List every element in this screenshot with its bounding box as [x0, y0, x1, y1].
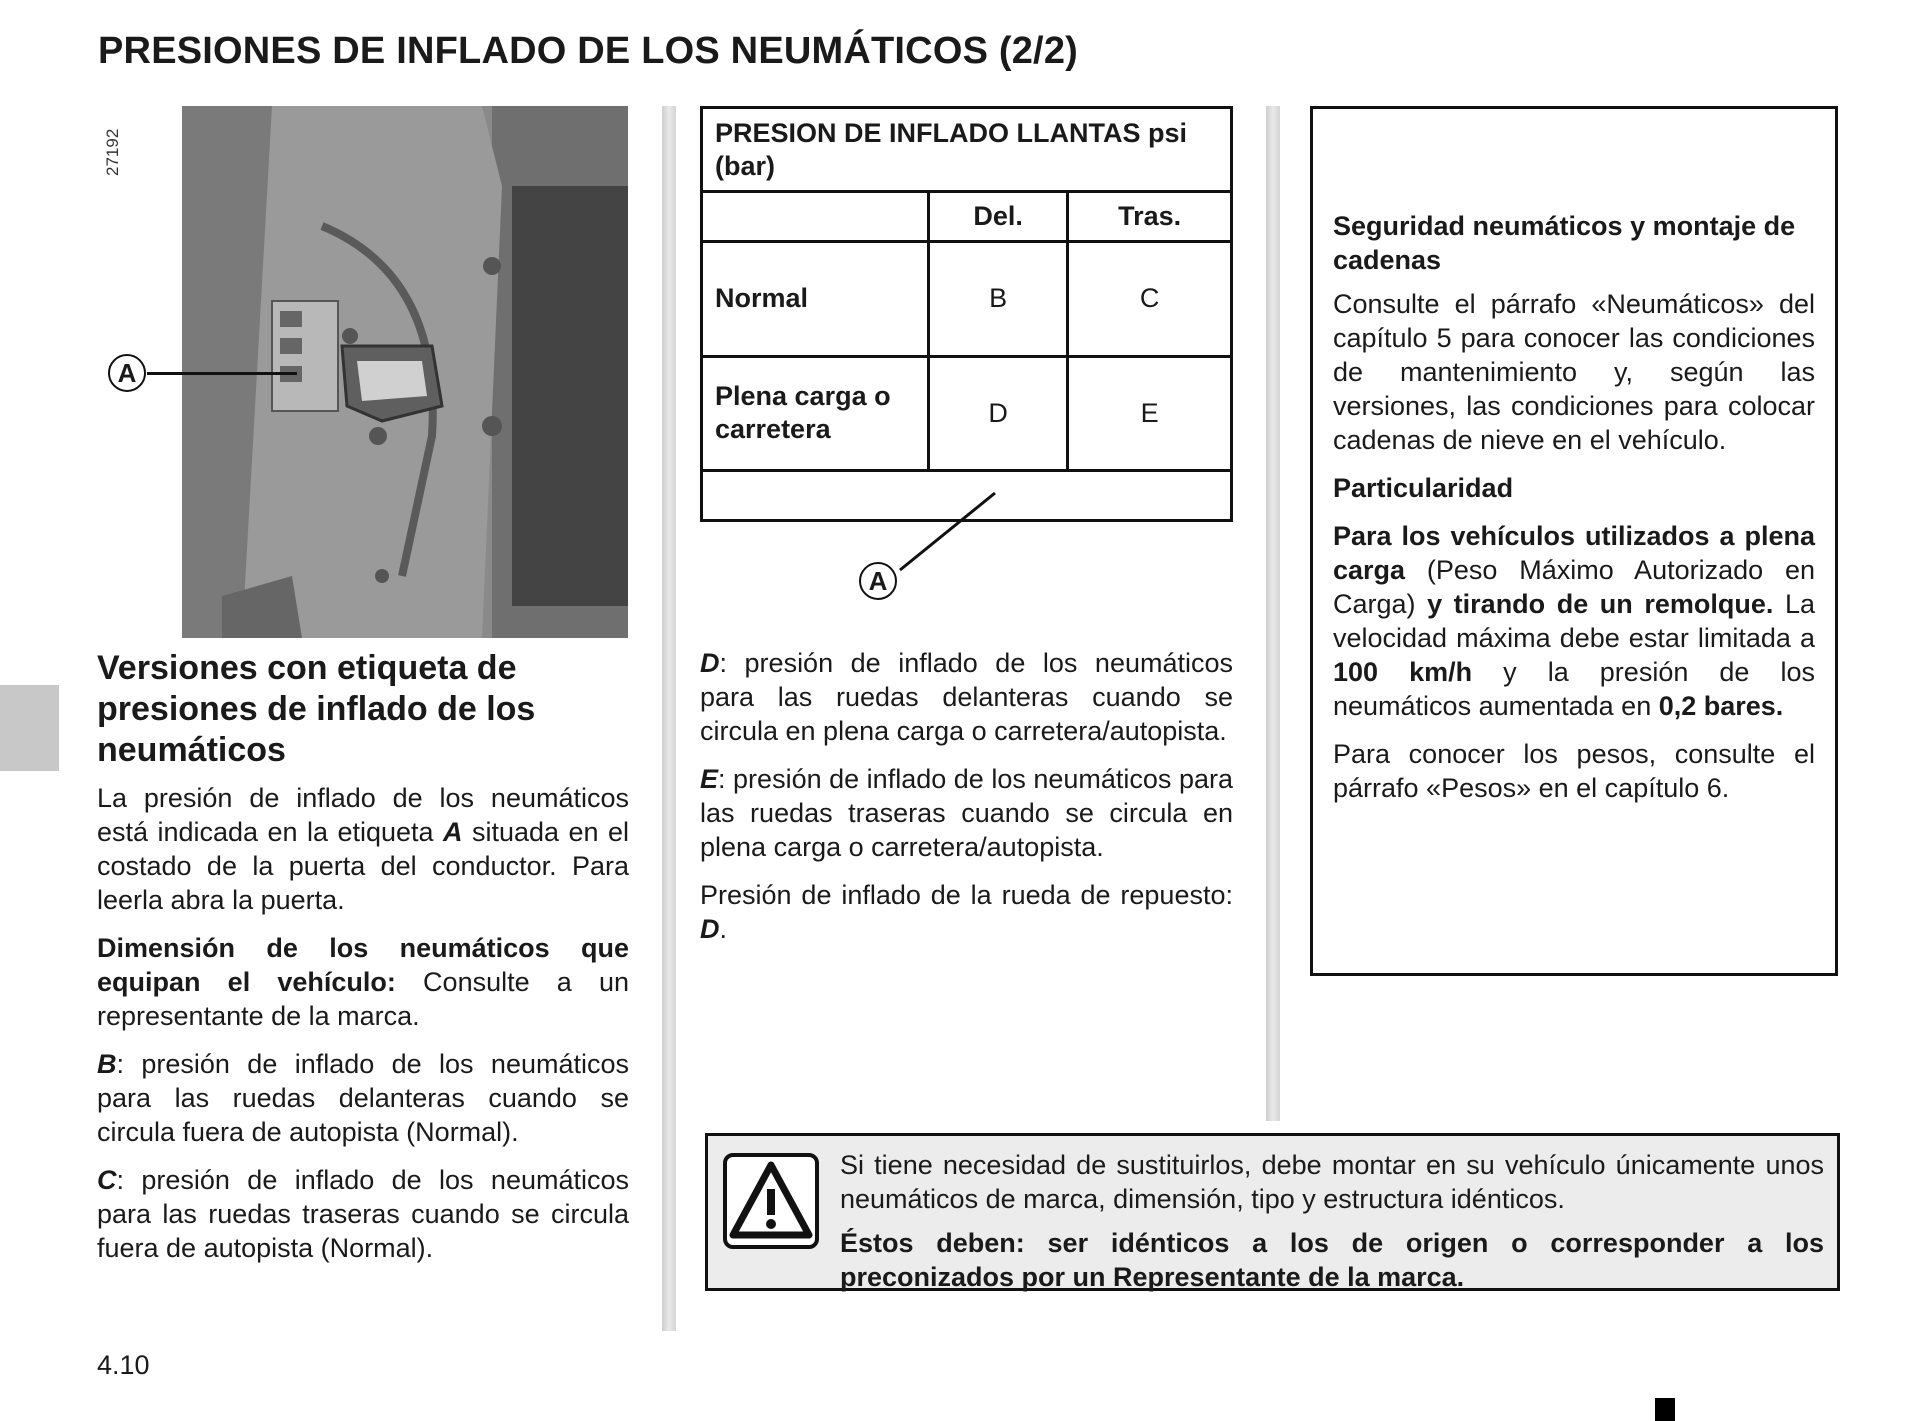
table-row	[702, 356, 1232, 470]
d-definition: D: presión de inflado de los neumáticos para las ruedas delanteras cuando se circula en plena carga o carretera/autopista.	[700, 648, 1233, 746]
label-location-paragraph: La presión de inflado de los neumáticos está indicada en la etiqueta A situada en el costado de la puerta del conductor. Para leerla abra la puerta.	[97, 783, 629, 915]
col-rear: Tras.	[1068, 192, 1232, 242]
table-callout-a: A	[859, 562, 897, 600]
tyre-dimension-paragraph: Dimensión de los neumáticos que equipan el vehículo: Consulte a un representante de la marca.	[97, 933, 630, 1031]
particularity-paragraph: Para los vehículos utilizados a plena carga (Peso Máximo Autorizado en Carga) y tirando de un remolque. La velocidad máxima debe estar limitada a 100 km/h y la presión de los neumáticos aumentada en 0,2 bares.	[1333, 521, 1815, 721]
warning-text	[840, 1148, 1824, 1294]
particularity-heading: Particularidad	[1333, 473, 1514, 503]
photo-callout-a: A	[108, 354, 146, 392]
row-front-value: D	[929, 356, 1068, 470]
page-number: 4.10	[97, 1350, 150, 1380]
e-definition: E: presión de inflado de los neumáticos para las ruedas traseras cuando se circula en plena carga o carretera/autopista.	[700, 764, 1233, 862]
table-callout-line	[880, 488, 1000, 578]
weights-paragraph: Para conocer los pesos, consulte el párrafo «Pesos» en el capítulo 6.	[1333, 739, 1815, 803]
left-column	[97, 648, 629, 1265]
row-label: Plena carga o carretera	[702, 356, 929, 470]
row-front-value: B	[929, 242, 1068, 356]
spare-wheel-paragraph: Presión de inflado de la rueda de repuesto: D.	[700, 880, 1233, 944]
b-definition: B: presión de inflado de los neumáticos para las ruedas delanteras cuando se circula fuera de autopista (Normal).	[97, 1049, 629, 1147]
chapter-tab	[0, 685, 59, 771]
table-empty-cell	[702, 192, 929, 242]
safety-heading: Seguridad neumáticos y montaje de cadenas	[1333, 211, 1796, 275]
warning-triangle-icon	[723, 1153, 819, 1249]
row-rear-value: E	[1068, 356, 1232, 470]
print-mark	[1655, 1398, 1675, 1421]
table-row	[702, 242, 1232, 356]
table-header: PRESION DE INFLADO LLANTAS psi (bar)	[702, 108, 1232, 192]
col-front: Del.	[929, 192, 1068, 242]
row-label: Normal	[702, 242, 929, 356]
column-divider-right	[1266, 106, 1280, 1121]
safety-paragraph: Consulte el párrafo «Neumáticos» del capítulo 5 para conocer las condiciones de mantenimiento y, según las versiones, las condiciones para colocar cadenas de nieve en el vehículo.	[1333, 289, 1815, 455]
page-title: PRESIONES DE INFLADO DE LOS NEUMÁTICOS (2/2)	[98, 30, 1079, 72]
c-definition: C: presión de inflado de los neumáticos para las ruedas traseras cuando se circula fuera de autopista (Normal).	[97, 1165, 629, 1263]
row-rear-value: C	[1068, 242, 1232, 356]
photo-callout-line	[147, 372, 297, 375]
warning-paragraph: Si tiene necesidad de sustituirlos, debe montar en su vehículo únicamente unos neumáticos de marca, dimensión, tipo y estructura idénticos.	[840, 1150, 1824, 1214]
warning-box	[705, 1133, 1840, 1291]
column-divider-left	[662, 106, 676, 1331]
warning-bold-paragraph: Éstos deben: ser idénticos a los de origen o corresponder a los preconizados por un Representante de la marca.	[840, 1228, 1824, 1292]
middle-column	[700, 646, 1233, 946]
section-heading: Versiones con etiqueta de presiones de inflado de los neumáticos	[97, 649, 536, 769]
tyre-pressure-table	[700, 106, 1233, 522]
photo-number: 27192	[103, 128, 122, 176]
safety-info-box	[1310, 106, 1838, 976]
